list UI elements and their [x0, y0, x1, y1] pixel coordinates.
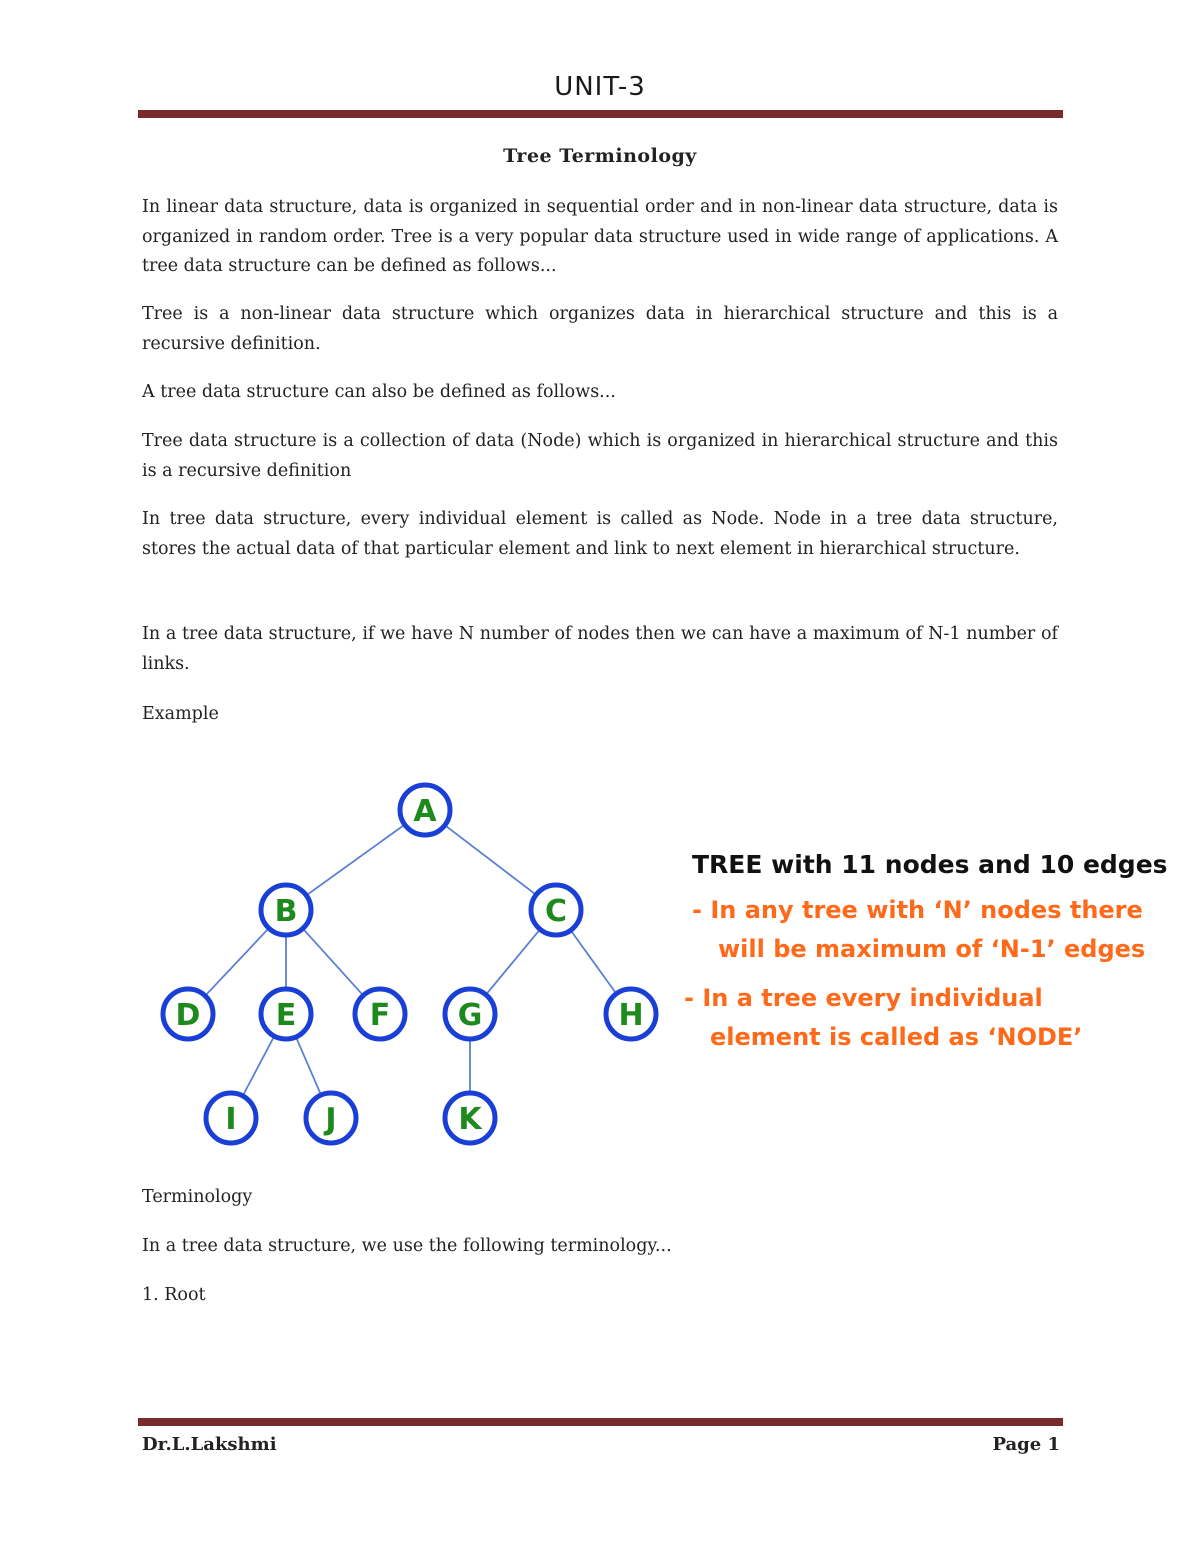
header-divider [138, 110, 1063, 118]
tree-edge-e-i [243, 1036, 275, 1096]
paragraph-node: In tree data structure, every individual element is called as Node. Node in a tree data structure, stores the actual data of that particular element and link to next element in hierarchical structure. [142, 509, 1058, 559]
list-item-root: 1. Root [142, 1285, 206, 1305]
tree-node-d [163, 989, 213, 1039]
caption-bullet-2 [684, 979, 1184, 1057]
paragraph-alt-intro: A tree data structure can also be defined as follows... [142, 382, 616, 402]
tree-node-label: G [457, 998, 483, 1033]
tree-nodes [163, 785, 656, 1143]
tree-node-label: D [175, 998, 201, 1033]
caption-bullet-2-line-2: element is called as ‘NODE’ [710, 1023, 1083, 1051]
paragraph-alt-definition: Tree data structure is a collection of data (Node) which is organized in hierarchical structure and this is a recursive definition [142, 431, 1058, 481]
tree-node-label: I [225, 1102, 237, 1137]
tree-node-label: H [618, 998, 644, 1033]
tree-edges [205, 825, 616, 1096]
footer-page-number: Page 1 [992, 1434, 1060, 1455]
tree-edge-c-h [571, 930, 617, 993]
tree-node-label: C [544, 894, 568, 929]
tree-node-i [206, 1093, 256, 1143]
tree-edge-c-g [486, 929, 540, 994]
footer-author: Dr.L.Lakshmi [142, 1434, 277, 1455]
caption-bullet-1-line-2: will be maximum of ‘N-1’ edges [718, 935, 1146, 963]
paragraph-definition: Tree is a non-linear data structure which organizes data in hierarchical structure and this is a recursive definition. [142, 304, 1058, 354]
tree-node-j [306, 1093, 356, 1143]
tree-node-label: B [274, 894, 298, 929]
tree-node-c [531, 885, 581, 935]
section-title: Tree Terminology [503, 145, 697, 167]
tree-node-k [445, 1093, 495, 1143]
tree-node-e [261, 989, 311, 1039]
caption-bullet-2-line-1: - In a tree every individual [684, 984, 1043, 1012]
tree-node-h [606, 989, 656, 1039]
tree-node-f [355, 989, 405, 1039]
paragraph-example-label: Example [142, 704, 219, 724]
tree-node-label: K [458, 1102, 482, 1137]
tree-node-label: J [325, 1102, 337, 1137]
tree-edge-a-b [306, 825, 404, 896]
paragraph-links: In a tree data structure, if we have N number of nodes then we can have a maximum of N-1 number of links. [142, 624, 1058, 674]
tree-node-g [445, 989, 495, 1039]
tree-edge-b-f [303, 929, 363, 996]
tree-caption [684, 850, 1184, 1057]
tree-node-label: F [369, 998, 391, 1033]
paragraph-terminology-heading: Terminology [142, 1187, 253, 1207]
footer-divider [138, 1418, 1063, 1426]
tree-node-b [261, 885, 311, 935]
paragraph-terminology-intro: In a tree data structure, we use the following terminology... [142, 1236, 672, 1256]
tree-node-label: E [275, 998, 297, 1033]
caption-bullet-1 [692, 891, 1184, 969]
tree-edge-e-j [296, 1037, 321, 1095]
tree-edge-b-d [205, 928, 269, 996]
tree-edge-a-c [445, 825, 536, 895]
tree-diagram [150, 770, 670, 1160]
tree-node-a [400, 785, 450, 835]
caption-bullet-1-line-1: - In any tree with ‘N’ nodes there [692, 896, 1143, 924]
tree-node-label: A [413, 794, 437, 829]
caption-title: TREE with 11 nodes and 10 edges [692, 850, 1168, 879]
page-header-title: UNIT-3 [554, 72, 646, 102]
paragraph-intro: In linear data structure, data is organized in sequential order and in non-linear data structure, data is organized in random order. Tree is a very popular data structure used in wide range of applications. A tree data structure can be defined as follows... [142, 197, 1058, 276]
